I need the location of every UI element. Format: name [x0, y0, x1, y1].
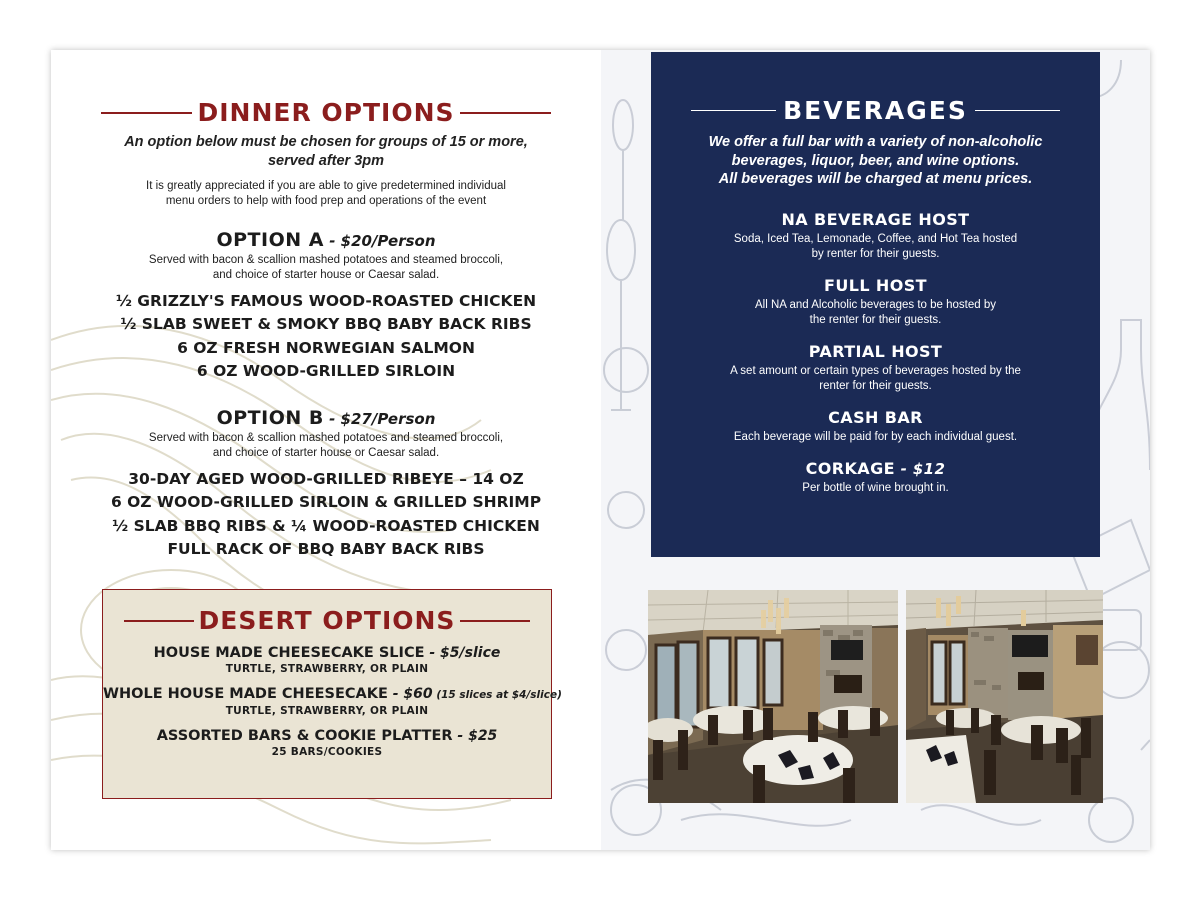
host-option-name: PARTIAL HOST: [808, 341, 943, 361]
option-b-desc-line: and choice of starter house or Caesar salad.: [212, 447, 440, 460]
header-rule-right: [975, 110, 1060, 112]
dessert-item-price: - $60: [387, 686, 433, 702]
dessert-item-price: - $5/slice: [424, 645, 501, 661]
host-option-heading: [651, 458, 1100, 480]
option-a-items: [101, 290, 551, 383]
option-a-price: - $20/Person: [323, 232, 436, 250]
host-desc-line: All NA and Alcoholic beverages to be hosted by: [754, 298, 997, 311]
dinner-options-section: [101, 98, 551, 561]
header-rule-left: [101, 112, 192, 114]
menu-item: FULL RACK OF BBQ BABY BACK RIBS: [167, 540, 485, 559]
dining-room-photo-image: [648, 590, 898, 803]
host-desc-line: by renter for their guests.: [811, 247, 940, 260]
dessert-item-name: ASSORTED BARS & COOKIE PLATTER: [156, 728, 453, 744]
host-option-desc: [651, 298, 1100, 328]
beverages-panel: [651, 52, 1100, 557]
dessert-item: [103, 643, 551, 676]
host-option: [651, 209, 1100, 262]
host-desc-line: the renter for their guests.: [809, 313, 942, 326]
host-option-desc: [651, 232, 1100, 262]
host-option-desc: [651, 364, 1100, 394]
dessert-item-line: [103, 684, 562, 705]
dinner-note: [101, 179, 551, 209]
option-b-description: [101, 431, 551, 461]
host-option: [651, 407, 1100, 445]
host-option-price: - $12: [894, 459, 946, 478]
right-page: [601, 50, 1150, 850]
dessert-item-line: [103, 726, 551, 746]
menu-spread: [51, 50, 1150, 850]
option-b: [101, 407, 551, 561]
host-option: [651, 275, 1100, 328]
dessert-header: [103, 606, 551, 635]
option-a-heading: [101, 229, 551, 251]
dinner-intro-line: served after 3pm: [267, 153, 385, 169]
dessert-options-box: [102, 589, 562, 799]
option-a-description: [101, 253, 551, 283]
host-option: [651, 458, 1100, 496]
beverages-intro: [651, 133, 1100, 189]
beverages-title: BEVERAGES: [783, 96, 968, 125]
option-b-heading: [101, 407, 551, 429]
beverages-intro-line: We offer a full bar with a variety of non-alcoholic: [708, 134, 1043, 150]
dinner-intro-line: An option below must be chosen for groups of 15 or more,: [124, 134, 528, 150]
option-a-desc-line: and choice of starter house or Caesar salad.: [212, 269, 440, 281]
host-option-name: CASH BAR: [828, 407, 923, 427]
fireplace-room-photo: [906, 590, 1103, 803]
host-option-name: CORKAGE: [805, 458, 895, 478]
host-option-name: NA BEVERAGE HOST: [781, 209, 970, 229]
dessert-item-sub: TURTLE, STRAWBERRY, OR PLAIN: [225, 663, 429, 675]
header-rule-left: [691, 110, 776, 112]
dinner-intro: [101, 133, 551, 171]
option-b-price: - $27/Person: [323, 410, 436, 429]
left-page: [51, 50, 601, 850]
host-option: [651, 341, 1100, 394]
dessert-item-note: (15 slices at $4/slice): [432, 689, 562, 701]
fireplace-room-photo-image: [906, 590, 1103, 803]
option-b-desc-line: Served with bacon & scallion mashed potatoes and steamed broccoli,: [148, 432, 504, 445]
menu-item: 6 OZ WOOD-GRILLED SIRLOIN & GRILLED SHRIMP: [110, 493, 542, 512]
menu-item: ½ SLAB SWEET & SMOKY BBQ BABY BACK RIBS: [120, 315, 532, 334]
dessert-item: [103, 684, 562, 718]
menu-item: 30-DAY AGED WOOD-GRILLED RIBEYE – 14 OZ: [128, 470, 524, 489]
host-desc-line: Each beverage will be paid for by each individual guest.: [733, 430, 1018, 443]
dinner-header: [101, 98, 551, 127]
beverages-intro-line: All beverages will be charged at menu prices.: [718, 171, 1033, 187]
header-rule-right: [460, 112, 551, 114]
dessert-item-name: HOUSE MADE CHEESECAKE SLICE: [153, 645, 425, 661]
dessert-item-sub: TURTLE, STRAWBERRY, OR PLAIN: [225, 705, 429, 717]
host-option-desc: [651, 481, 1100, 496]
menu-item: 6 OZ WOOD-GRILLED SIRLOIN: [196, 361, 456, 380]
dinner-note-line: It is greatly appreciated if you are able to give predetermined individual: [146, 180, 506, 192]
dessert-item-sub: 25 BARS/COOKIES: [271, 746, 383, 758]
option-a: [101, 229, 551, 383]
dessert-item: [103, 726, 551, 759]
dessert-title: DESERT OPTIONS: [198, 606, 456, 635]
host-desc-line: Soda, Iced Tea, Lemonade, Coffee, and Hot Tea hosted: [733, 232, 1018, 245]
option-b-items: [101, 468, 551, 561]
dessert-item-price: - $25: [452, 728, 498, 744]
menu-item: ½ GRIZZLY'S FAMOUS WOOD-ROASTED CHICKEN: [115, 292, 537, 310]
option-b-name: OPTION B: [216, 407, 324, 430]
host-desc-line: A set amount or certain types of beverages hosted by the: [730, 364, 1021, 377]
dining-room-photo: [648, 590, 898, 803]
dessert-item-line: [103, 643, 551, 663]
host-option-name: FULL HOST: [824, 275, 927, 295]
option-a-name: OPTION A: [216, 229, 324, 251]
dessert-item-name: WHOLE HOUSE MADE CHEESECAKE: [103, 686, 388, 702]
host-desc-line: Per bottle of wine brought in.: [802, 481, 949, 494]
host-option-desc: [651, 430, 1100, 445]
menu-item: ½ SLAB BBQ RIBS & ¼ WOOD-ROASTED CHICKEN: [112, 516, 540, 535]
header-rule-right: [460, 620, 530, 622]
dinner-note-line: menu orders to help with food prep and operations of the event: [165, 195, 487, 207]
menu-item: 6 OZ FRESH NORWEGIAN SALMON: [177, 338, 475, 357]
beverages-header: [651, 96, 1100, 125]
dinner-title: DINNER OPTIONS: [197, 98, 455, 127]
option-a-desc-line: Served with bacon & scallion mashed potatoes and steamed broccoli,: [148, 254, 504, 266]
host-desc-line: renter for their guests.: [819, 379, 932, 392]
header-rule-left: [124, 620, 194, 622]
beverages-intro-line: beverages, liquor, beer, and wine options.: [731, 152, 1020, 169]
